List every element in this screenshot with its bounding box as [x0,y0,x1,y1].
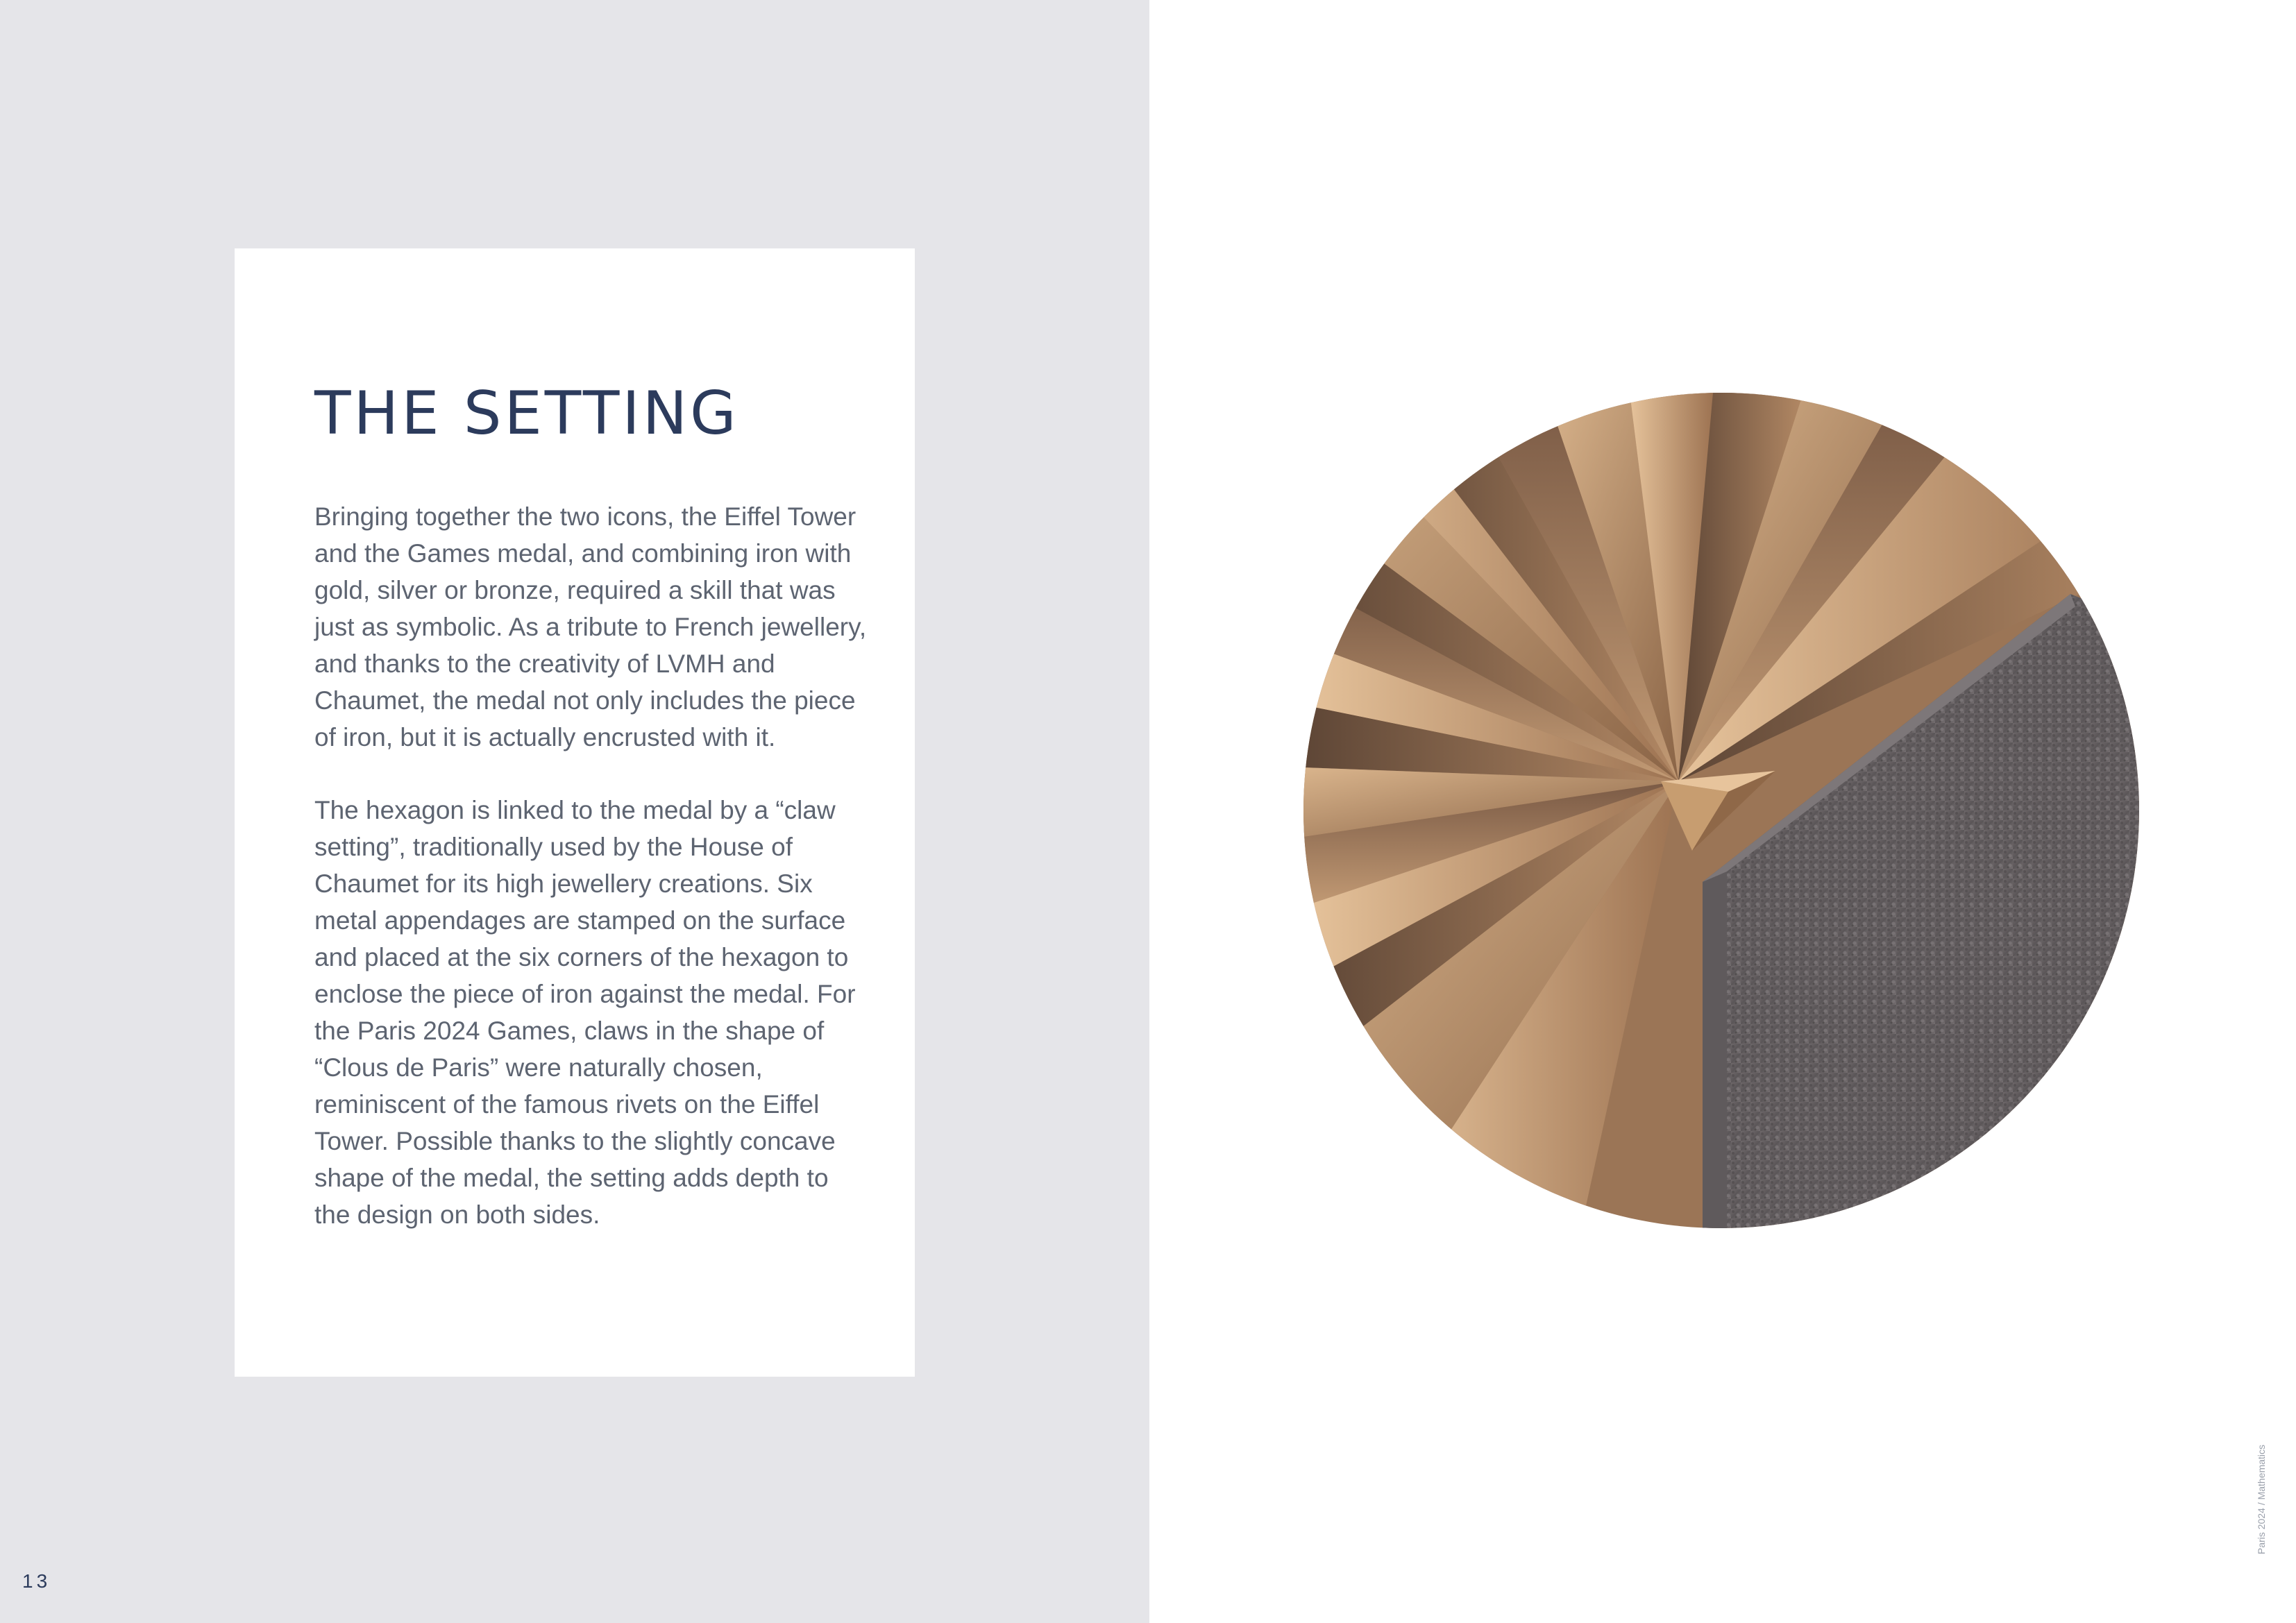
paragraph-1: Bringing together the two icons, the Eiffel Tower and the Games medal, and combining iron with gold, silver or bronze, required a skill that was just as symbolic. As a tribute to French jewellery, and thanks to the creativity of LVMH and Chaumet, the medal not only includes the piece of iron, but it is actually encrusted with it. [314,502,867,751]
medal-closeup-photo [1303,393,2139,1228]
body-text [314,498,870,1269]
document-label: Paris 2024 / Mathematics [2256,1445,2267,1554]
section-title: THE SETTING [314,379,739,448]
text-card [235,248,915,1377]
page-number: 13 [22,1570,51,1592]
paragraph-2: The hexagon is linked to the medal by a “claw setting”, traditionally used by the House of Chaumet for its high jewellery creations. Six metal appendages are stamped on the surface and placed at the six corners of the hexagon to enclose the piece of iron against the medal. For the Paris 2024 Games, claws in the shape of “Clous de Paris” were naturally chosen, reminiscent of the famous rivets on the Eiffel Tower. Possible thanks to the slightly concave shape of the medal, the setting adds depth to the design on both sides. [314,796,856,1229]
